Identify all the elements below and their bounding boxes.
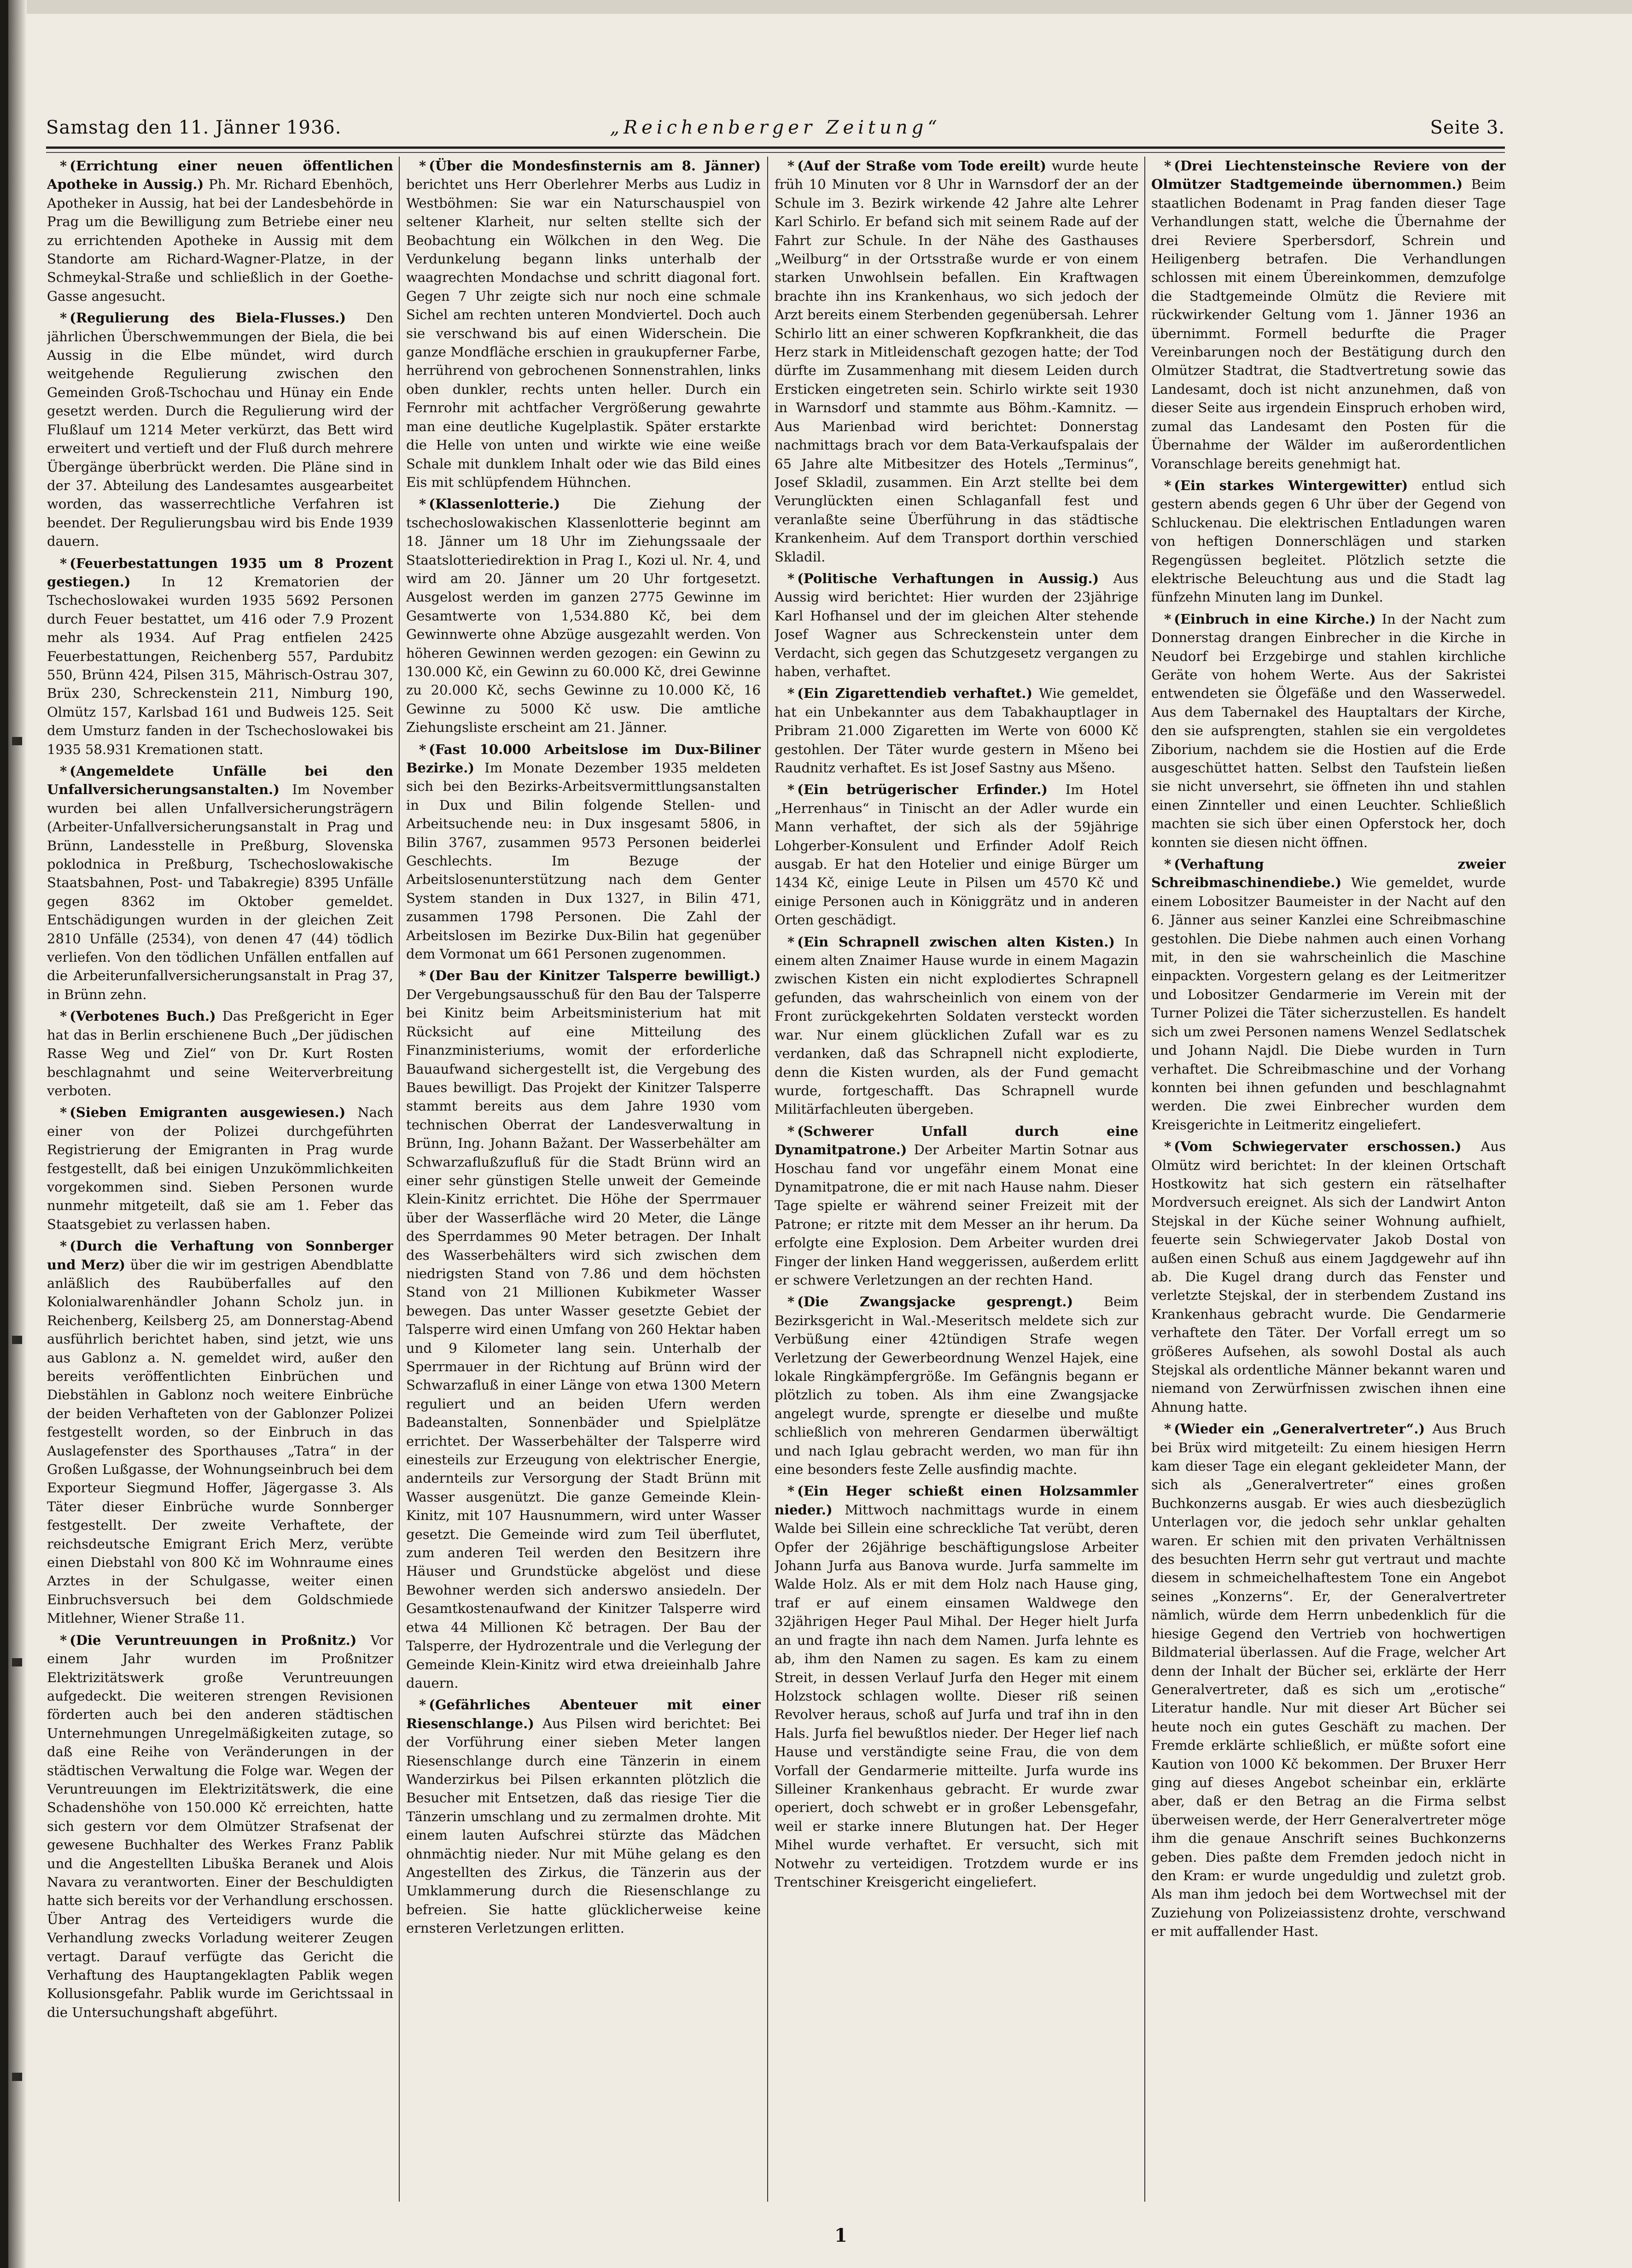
article (1151, 1420, 1506, 1941)
article (47, 157, 393, 305)
article-body: Nach einer von der Polizei durchgeführten Registrierung der Emigranten in Prag wurde festgestellt, daß bei einigen Unzukömmlichkeiten vorgekommen sind. Sieben Personen wurde nunmehr mitgeteilt, daß sie am 1. Feber das Staatsgebiet zu verlassen haben. (47, 1105, 393, 1232)
article (47, 1103, 393, 1233)
bullet-mark: * (787, 1483, 795, 1499)
bullet-mark: * (787, 158, 795, 174)
article (1151, 610, 1506, 852)
margin-mark (12, 1336, 22, 1344)
bullet-mark: * (60, 310, 67, 326)
bullet-mark: * (419, 158, 426, 174)
column-3 (775, 157, 1138, 2211)
article-body: Im Monate Dezember 1935 meldeten sich bei den Bezirks-Arbeitsvermittlungsanstalten in Dux und Bilin folgende Stellen- und Arbeitsuchende neu: in Dux insgesamt 5806, in Bilin 3767, zusammen 9573 Personen beiderlei Geschlechts. Im Bezuge der Arbeitslosenunterstützung nach dem Genter System standen in Dux 1327, in Bilin 471, zusammen 1798 Personen. Die Zahl der Arbeitslosen im Bezirke Dux-Bilin hat gegenüber dem Vormonat um 661 Personen zugenommen. (406, 760, 761, 962)
article (775, 569, 1138, 681)
article (406, 740, 761, 964)
running-header (46, 117, 1505, 149)
column-2 (406, 157, 761, 2211)
article (775, 1482, 1138, 1891)
article-body: wurde heute früh 10 Minuten vor 8 Uhr in Warnsdorf der an der Schule im 3. Bezirk wirkende 42 Jahre alte Lehrer Karl Schirlo. Er befand sich mit seinem Rade auf der Fahrt zur Schule. In der Nähe des Gasthauses „Weilburg“ in der Ortsstraße wurde er von einem starken Unwohlsein befallen. Ein Kraftwagen brachte ihn ins Krankenhaus, wo sich jedoch der Arzt bereits einem Sterbenden gegenübersah. Lehrer Schirlo litt an einer schweren Kopfkrankheit, die das Herz stark in Mitleidenschaft gezogen hatte; der Tod dürfte im Zusammenhang mit diesem Leiden durch Ersticken eingetreten sein. Schirlo wirkte seit 1930 in Warnsdorf und stammte aus Böhm.-Kamnitz. — Aus Marienbad wird berichtet: Donnerstag nachmittags brach vor dem Bata-Verkaufspalais der 65 Jahre alte Mitbesitzer des Hotels „Terminus“, Josef Skladil, zusammen. Ein Arzt stellte bei dem Verunglückten einen Schlaganfall fest und veranlaßte seine Überführung in das städtische Krankenheim. Auf dem Transport dorthin verschied Skladil. (775, 158, 1138, 565)
article-body: Ph. Mr. Richard Ebenhöch, Apotheker in Aussig, hat bei der Landesbehörde in Prag um die Bewilligung zum Betriebe einer neu zu errichtenden Apotheke in Aussig mit dem Standorte am Richard-Wagner-Platze, in der Schmeykal-Straße und schließlich in der Goethe-Gasse angesucht. (47, 176, 393, 304)
newspaper-title: „Reichenberger Zeitung“ (610, 117, 941, 138)
column-1 (47, 157, 393, 2211)
bullet-mark: * (419, 1697, 426, 1713)
article-body: Vor einem Jahr wurden im Proßnitzer Elektrizitätswerk große Veruntreuungen aufgedeckt. Die weiteren strengen Revisionen förderten auch bei den anderen städtischen Unternehmungen Unregelmäßigkeiten zutage, so daß eine Reihe von Veränderungen in der städtischen Verwaltung die Folge war. Wegen der Veruntreuungen im Elektrizitätswerk, die eine Schadenshöhe von 150.000 Kč erreichten, hatte sich gestern vor dem Olmützer Strafsenat der gewesene Buchhalter des Werkes Franz Pablik und die Angestellten Libuška Beranek und Alois Navara zu verantworten. Einer der Beschuldigten hatte sich bereits vor der Verhandlung erschossen. Über Antrag des Verteidigers wurde die Verhandlung zwecks Vorladung weiterer Zeugen vertagt. Darauf verfügte das Gericht die Verhaftung des Hauptangeklagten Pablik wegen Kollusionsgefahr. Pablik wurde im Gerichtssaal in die Untersuchungshaft abgeführt. (47, 1632, 393, 2020)
article (406, 966, 761, 1692)
bullet-mark: * (1164, 611, 1172, 627)
binding-edge (0, 0, 8, 2268)
bullet-mark: * (787, 1294, 795, 1310)
article-body: Aus Bruch bei Brüx wird mitgeteilt: Zu einem hiesigen Herrn kam dieser Tage ein elegant gekleideter Mann, der sich als „Generalvertreter“ eines großen Buchkonzerns ausgab. Er wies auch diesbezüglich Unterlagen vor, die jedoch sehr unklar gehalten waren. Er schien mit den privaten Verhältnissen des besuchten Herrn sehr gut vertraut und machte diesem in schmeichelhaftestem Tone ein Angebot seines „Konzerns“. Er, der Generalvertreter nämlich, würde dem Herrn unbedenklich für die hiesige Gegend den Vertrieb von hochwertigen Bildmaterial überlassen. Auf die Frage, welcher Art denn der Inhalt der Bücher sei, erklärte der Herr Generalvertreter, daß es sich um „erotische“ Literatur handle. Nur mit dieser Art Bücher sei heute noch ein gutes Geschäft zu machen. Der Fremde erklärte schließlich, er müßte sofort eine Kaution von 1000 Kč bekommen. Der Bruxer Herr ging auf dieses Angebot scheinbar ein, erklärte aber, daß er den Betrag an die Firma selbst überweisen werde, der Herr Generalvertreter möge ihm die genaue Anschrift seines Buchkonzerns geben. Dies paßte dem Fremden jedoch nicht in den Kram: er wurde ungeduldig und zuletzt grob. Als man ihm jedoch bei dem Wortwechsel mit der Zuziehung von Polizeiassistenz drohte, verschwand er mit auffallender Hast. (1151, 1421, 1506, 1940)
bullet-mark: * (60, 555, 67, 571)
article-headline: (Schwerer Unfall durch eine Dynamitpatrone.) (775, 1123, 1138, 1158)
article-headline: (Verhaftung zweier Schreibmaschinendiebe.) (1151, 856, 1506, 891)
bullet-mark: * (1164, 1139, 1172, 1155)
margin-mark (12, 737, 22, 745)
article-body: Der Arbeiter Martin Sotnar aus Hoschau fand vor ungefähr einem Monat eine Dynamitpatrone, die er mit nach Hause nahm. Dieser Tage spielte er während seiner Freizeit mit der Patrone; er ritzte mit dem Messer an ihr herum. Da erfolgte eine Explosion. Dem Arbeiter wurden drei Finger der linken Hand weggerissen, außerdem erlitt er schwere Verletzungen an der rechten Hand. (775, 1142, 1138, 1288)
margin-mark (12, 1658, 22, 1666)
binding-shadow (8, 0, 27, 2268)
article-headline: (Durch die Verhaftung von Sonnberger und Merz) (47, 1238, 393, 1273)
article-body: Aus Pilsen wird berichtet: Bei der Vorführung einer sieben Meter langen Riesenschlange durch eine Tänzerin in einem Wanderzirkus bei Pilsen erkannten plötzlich die Besucher mit Entsetzen, daß das riesige Tier die Tänzerin umschlang und zu zermalmen drohte. Mit einem lauten Aufschrei stürzte das Mädchen ohnmächtig nieder. Nur mit Mühe gelang es den Angestellten des Zirkus, die Tänzerin aus der Umklammerung durch die Riesenschlange zu befreien. Sie hatte glücklicherweise keine ernsteren Verletzungen erlitten. (406, 1715, 761, 1936)
article-headline: (Über die Mondesfinsternis am 8. Jänner) (429, 158, 761, 174)
bullet-mark: * (60, 1632, 67, 1648)
article-headline: (Gefährliches Abenteuer mit einer Riesenschlange.) (406, 1697, 761, 1731)
bullet-mark: * (419, 496, 426, 512)
bullet-mark: * (60, 1008, 67, 1024)
article-headline: (Ein Schrapnell zwischen alten Kisten.) (797, 934, 1115, 950)
bullet-mark: * (1164, 158, 1172, 174)
article-headline: (Ein Zigarettendieb verhaftet.) (797, 685, 1033, 701)
article-body: Beim Bezirksgericht in Wal.-Meseritsch meldete sich zur Verbüßung einer 42tündigen Strafe wegen Verletzung der Gewerbeordnung Wenzel Hajek, eine lokale Ringkämpfergröße. Im Gefängnis begann er plötzlich zu toben. Als ihm eine Zwangsjacke angelegt wurde, sprengte er dieselbe und mußte schließlich von mehreren Gendarmen überwältigt und nach Iglau gebracht werden, wo man für ihn eine besonders feste Zelle ausfindig machte. (775, 1294, 1138, 1478)
bullet-mark: * (787, 685, 795, 701)
article (1151, 1137, 1506, 1416)
bullet-mark: * (787, 1123, 795, 1139)
issue-date: Samstag den 11. Jänner 1936. (46, 117, 342, 138)
header-rule (46, 146, 1505, 149)
article (47, 554, 393, 759)
article (775, 780, 1138, 929)
article (47, 1007, 393, 1100)
column-divider (399, 157, 400, 2202)
article (775, 684, 1138, 777)
article-body: Aus Olmütz wird berichtet: In der kleinen Ortschaft Hostkowitz hat sich gestern ein rätselhafter Mordversuch ereignet. Als sich der Landwirt Anton Stejskal in der Küche seiner Wohnung aufhielt, feuerte sein Schwiegervater Jakob Dostal von außen einen Schuß aus einem Jagdgewehr auf ihn ab. Die Kugel drang durch das Fenster und verletzte Stejskal, der in sterbendem Zustand ins Krankenhaus gebracht wurde. Die Gendarmerie verhaftete den Täter. Der Vorfall erregt um so größeres Aufsehen, als sowohl Dostal als auch Stejskal als ordentliche Männer bekannt waren und niemand von Zerwürfnissen zwischen ihnen eine Ahnung hatte. (1151, 1139, 1506, 1415)
bullet-mark: * (60, 1238, 67, 1254)
article-body: Aus Aussig wird berichtet: Hier wurden der 23jährige Karl Hofhansel und der im gleichen Alter stehende Josef Wagner aus Schreckenstein unter dem Verdacht, sich gegen das Schutzgesetz vergangen zu haben, verhaftet. (775, 570, 1138, 679)
article-headline: (Ein Heger schießt einen Holzsammler nieder.) (775, 1483, 1138, 1518)
article-headline: (Klassenlotterie.) (429, 496, 560, 512)
article-body: entlud sich gestern abends gegen 6 Uhr über der Gegend von Schluckenau. Die elektrischen Entladungen waren von heftigen Donnerschlägen und starken Regengüssen begleitet. Plötzlich setzte die elektrische Beleuchtung aus und die Stadt lag fünfzehn Minuten lang im Dunkel. (1151, 477, 1506, 605)
article (775, 933, 1138, 1119)
bullet-mark: * (419, 968, 426, 984)
bullet-mark: * (60, 158, 67, 174)
article-body: In einem alten Znaimer Hause wurde in einem Magazin zwischen Kisten ein nicht explodiertes Schrapnell gefunden, das wahrscheinlich von einem von der Front zurückgekehrten Soldaten versteckt worden war. Nur einem glücklichen Zufall war es zu verdanken, daß das Schrapnell nicht explodierte, denn die Kisten wurden, als der Fund gemacht wurde, fortgeschafft. Das Schrapnell wurde Militärfachleuten übergeben. (775, 934, 1138, 1117)
article-headline: (Angemeldete Unfälle bei den Unfallversicherungsanstalten.) (47, 763, 393, 798)
article (47, 1631, 393, 2022)
bullet-mark: * (787, 782, 795, 798)
article-headline: (Ein starkes Wintergewitter) (1174, 477, 1408, 493)
article-headline: (Sieben Emigranten ausgewiesen.) (70, 1105, 346, 1121)
bullet-mark: * (1164, 1421, 1172, 1437)
bullet-mark: * (419, 741, 426, 757)
article-headline: (Die Veruntreuungen in Proßnitz.) (70, 1632, 357, 1648)
article (775, 1292, 1138, 1479)
article-headline: (Feuerbestattungen 1935 um 8 Prozent gestiegen.) (47, 555, 393, 590)
article-body: Der Vergebungsausschuß für den Bau der Talsperre bei Kinitz beim Arbeitsministerium hat mit Rücksicht auf eine Mitteilung des Finanzministeriums, womit der erforderliche Bauaufwand sichergestellt ist, die Vergebung des Baues bewilligt. Das Projekt der Kinitzer Talsperre stammt bereits aus dem Jahre 1930 vom technischen Oberrat der Landesverwaltung in Brünn, Ing. Johann Bažant. Der Wasserbehälter am Schwarzaflußzufluß für die Stadt Brünn wird an einer sehr günstigen Stelle unweit der Gemeinde Klein-Kinitz errichtet. Die Höhe der Sperrmauer über der Wasserfläche wird 20 Meter, die Länge des Sperrdammes 90 Meter betragen. Der Inhalt des Wasserbehälters wird sich zwischen dem niedrigsten Stand von 7.86 und dem höchsten Stand von 21 Millionen Kubikmeter Wasser bewegen. Das unter Wasser gesetzte Gebiet der Talsperre wird einen Umfang von 260 Hektar haben und 9 Kilometer lang sein. Unterhalb der Sperrmauer in der Richtung auf Brünn wird der Schwarzafluß in einer Länge von etwa 1300 Metern reguliert und an beiden Ufern werden Badeanstalten, Sonnenbäder und Spielplätze errichtet. Der Wasserbehälter der Talsperre wird einesteils zur Erzeugung von elektrischer Energie, andernteils zur Versorgung der Stadt Brünn mit Wasser ausgenützt. Die ganze Gemeinde Klein-Kinitz, mit 107 Hausnummern, wird unter Wasser gesetzt. Die Gemeinde wird zum Teil überflutet, zum anderen Teil werden den Besitzern ihre Häuser und Grundstücke abgelöst und diese Bewohner werden sich anderswo ansiedeln. Der Gesamtkostenaufwand der Kinitzer Talsperre wird etwa 44 Millionen Kč betragen. Der Bau der Talsperre, der Hydrozentrale und die Verlegung der Gemeinde Klein-Kinitz wird etwa dreieinhalb Jahre dauern. (406, 986, 761, 1691)
page-top-edge (0, 0, 1632, 14)
bullet-mark: * (787, 570, 795, 586)
article-headline: (Ein betrügerischer Erfinder.) (797, 782, 1048, 798)
article (1151, 476, 1506, 607)
article (406, 495, 761, 737)
article-body: In 12 Krematorien der Tschechoslowakei wurden 1935 5692 Personen durch Feuer bestattet, um 416 oder 7.9 Prozent mehr als 1934. Auf Prag entfielen 2425 Feuerbestattungen, Reichenberg 557, Pardubitz 550, Brünn 424, Pilsen 315, Mährisch-Ostrau 307, Brüx 230, Schreckenstein 211, Nimburg 190, Olmütz 157, Karlsbad 161 und Budweis 125. Seit dem Umsturz fanden in der Tschechoslowakei bis 1935 58.931 Kremationen statt. (47, 573, 393, 757)
article-body: Im Hotel „Herrenhaus“ in Tinischt an der Adler wurde ein Mann verhaftet, der sich als der 59jährige Lohgerber-Konsulent und Erfinder Adolf Reich ausgab. Er hat den Hotelier und einige Bürger um 1434 Kč, einige Leute in Pilsen um 4570 Kč und einige Personen auch in Königgrätz und in anderen Orten geschädigt. (775, 782, 1138, 928)
article-headline: (Einbruch in eine Kirche.) (1174, 611, 1376, 627)
article-headline: (Wieder ein „Generalvertreter“.) (1174, 1421, 1425, 1437)
article-headline: (Verbotenes Buch.) (70, 1008, 216, 1024)
column-divider (1144, 157, 1145, 2202)
article-body: Das Preßgericht in Eger hat das in Berlin erschienene Buch „Der jüdischen Rasse Weg und Ziel“ von Dr. Kurt Rosten beschlagnahmt und seine Weiterverbreitung verboten. (47, 1008, 393, 1099)
article (775, 157, 1138, 566)
column-divider (767, 157, 768, 2202)
article (47, 762, 393, 1004)
article-body: berichtet uns Herr Oberlehrer Merbs aus Ludiz in Westböhmen: Sie war ein Naturschauspiel von seltener Klarheit, nur selten stellte sich der Beobachtung ein Wölkchen in den Weg. Die Verdunkelung begann links unterhalb der waagrechten Mondachse und schritt diagonal fort. Gegen 7 Uhr zeigte sich nur noch eine schmale Sichel am rechten unteren Mondviertel. Doch auch sie verschwand bis auf einen Widerschein. Die ganze Mondfläche erschien in graukupferner Farbe, herrührend von gebrochenen Sonnenstrahlen, links oben dunkler, rechts unten heller. Durch ein Fernrohr mit achtfacher Vergrößerung gewahrte man eine deutliche Kugelplastik. Später erstarkte die Helle von unten und wirkte wie eine weiße Schale mit dunklem Inhalt oder wie das Bild eines Eis mit schlüpfendem Hühnchen. (406, 176, 761, 490)
page-label: Seite 3. (1430, 117, 1505, 138)
article-body: Im November wurden bei allen Unfallversicherungsträgern (Arbeiter-Unfallversicherungsanstalt in Prag und Brünn, Landesstelle in Preßburg, Slovenska poklodnica in Preßburg, Tschechoslowakische Staatsbahnen, Post- und Tabakregie) 8395 Unfälle gegen 8362 im Oktober gemeldet. Entschädigungen wurden in der gleichen Zeit 2810 Unfälle (2534), von denen 47 (44) tödlich verliefen. Von den tödlichen Unfällen entfallen auf die Arbeiterunfallversicherungsanstalt in Prag 37, in Brünn zehn. (47, 782, 393, 1002)
article-body: Die Ziehung der tschechoslowakischen Klassenlotterie beginnt am 18. Jänner um 18 Uhr im Ziehungssaale der Staatslotteriedirektion in Prag I., Kozi ul. Nr. 4, und wird am 20. Jänner um 20 Uhr fortgesetzt. Ausgelost werden im ganzen 2775 Gewinne im Gesamtwerte von 1,534.880 Kč, bei dem Gewinnwerte ohne Abzüge ausgezahlt werden. Von höheren Gewinnen werden gezogen: ein Gewinn zu 130.000 Kč, ein Gewinn zu 60.000 Kč, drei Gewinne zu 20.000 Kč, sechs Gewinne zu 10.000 Kč, 16 Gewinne zu 5000 Kč usw. Die amtliche Ziehungsliste erscheint am 21. Jänner. (406, 496, 761, 736)
bullet-mark: * (60, 1105, 67, 1121)
article (406, 157, 761, 491)
header-rule-thin (46, 152, 1505, 153)
bullet-mark: * (1164, 477, 1172, 493)
article-body: In der Nacht zum Donnerstag drangen Einbrecher in die Kirche in Neudorf bei Erzgebirge und stahlen kirchliche Geräte von hohem Werte. Aus der Sakristei entwendeten sie Ölgefäße und den Wasserwedel. Aus dem Tabernakel des Hauptaltars der Kirche, den sie aufsprengten, stahlen sie ein vergoldetes Ziborium, nachdem sie die Hostien auf die Erde ausgeschüttet hatten. Selbst den Taufstein ließen sie nicht unversehrt, sie öffneten ihn und stahlen einen Zinnteller und einen Leuchter. Schließlich machten sie sich über einen Opferstock her, doch konnten sie diesen nicht öffnen. (1151, 611, 1506, 850)
article-headline: (Die Zwangsjacke gesprengt.) (797, 1294, 1073, 1310)
article-body: Beim staatlichen Bodenamt in Prag fanden dieser Tage Verhandlungen statt, welche die Übernahme der drei Reviere Sperbersdorf, Schrein und Heiligenberg betrafen. Die Verhandlungen schlossen mit einem Übereinkommen, demzufolge die Stadtgemeinde Olmütz die Reviere mit rückwirkender Geltung vom 1. Jänner 1936 an übernimmt. Formell bedurfte die Prager Vereinbarungen noch der Bestätigung durch den Olmützer Stadtrat, die Stadtvertretung sowie das Landesamt, doch ist nicht anzunehmen, daß von dieser Seite aus irgendein Einspruch erhoben wird, zumal das Landesamt den Posten für die Übernahme der Wälder im außerordentlichen Voranschlage bereits genehmigt hat. (1151, 176, 1506, 472)
article-headline: (Regulierung des Biela-Flusses.) (70, 310, 346, 326)
article-body: über die wir im gestrigen Abendblatte anläßlich des Raubüberfalles auf den Kolonialwarenhändler Johann Scholz jun. in Reichenberg, Keilsberg 25, am Donnerstag-Abend ausführlich berichtet haben, sind jetzt, wie uns aus Gablonz a. N. gemeldet wird, außer den bereits veröffentlichten Einbrüchen und Diebstählen in Gablonz noch weitere Einbrüche der beiden Verhafteten von der Gablonzer Polizei festgestellt worden, so der Einbruch in das Auslagefenster des Sporthauses „Tatra“ in der Großen Lußgasse, der Wohnungseinbruch bei dem Exporteur Siegmund Hoffer, Jägergasse 3. Als Täter dieser Einbrüche wurde Sonnberger festgestellt. Der zweite Verhaftete, der reichsdeutsche Emigrant Erich Merz, verübte einen Diebstahl von 800 Kč im Wohnraume eines Arztes in der Schulgasse, weiter einen Einbruchsversuch bei dem Goldschmiede Mitlehner, Wiener Straße 11. (47, 1257, 393, 1626)
article (406, 1695, 761, 1937)
article-headline: (Politische Verhaftungen in Aussig.) (797, 570, 1099, 586)
article (775, 1122, 1138, 1290)
article-headline: (Fast 10.000 Arbeitslose im Dux-Biliner Bezirke.) (406, 741, 761, 776)
article-headline: (Errichtung einer neuen öffentlichen Apotheke in Aussig.) (47, 158, 393, 193)
article (1151, 157, 1506, 473)
article-body: Wie gemeldet, hat ein Unbekannter aus dem Tabakhauptlager in Pribram 21.000 Zigaretten im Werte von 6000 Kč gestohlen. Der Täter wurde gestern in Mšeno bei Raudnitz verhaftet. Es ist Josef Sastny aus Mšeno. (775, 685, 1138, 776)
bullet-mark: * (787, 934, 795, 950)
article (47, 1237, 393, 1628)
article-headline: (Auf der Straße vom Tode ereilt) (797, 158, 1046, 174)
bullet-mark: * (1164, 856, 1172, 872)
page-number: 1 (834, 2225, 847, 2246)
article (1151, 855, 1506, 1134)
article (47, 309, 393, 550)
article-body: Mittwoch nachmittags wurde in einem Walde bei Sillein eine schreckliche Tat verübt, deren Opfer der 26jährige beschäftigungslose Arbeiter Johann Jurfa aus Banova wurde. Jurfa sammelte im Walde Holz. Als er mit dem Holz nach Hause ging, traf er auf einem einsamen Waldwege den 32jährigen Heger Paul Mihal. Der Heger hielt Jurfa an und fragte ihn nach dem Namen. Jurfa lehnte es ab, ihm den Namen zu sagen. Es kam zu einem Streit, in dessen Verlauf Jurfa den Heger mit einem Holzstock schlagen wollte. Dieser riß seinen Revolver heraus, schoß auf Jurfa und traf ihn in den Hals. Jurfa fiel bewußtlos nieder. Der Heger lief nach Hause und verständigte seine Frau, die von dem Vorfall der Gendarmerie mitteilte. Jurfa wurde ins Silleiner Krankenhaus gebracht. Er wurde zwar operiert, doch schwebt er in großer Lebensgefahr, weil er starke innere Blutungen hat. Der Heger Mihel wurde verhaftet. Er versucht, sich mit Notwehr zu verteidigen. Trotzdem wurde er ins Trentschiner Kreisgericht eingeliefert. (775, 1502, 1138, 1890)
column-4 (1151, 157, 1506, 2211)
margin-mark (12, 2073, 22, 2081)
article-body: Wie gemeldet, wurde einem Lobositzer Baumeister in der Nacht auf den 6. Jänner aus seiner Kanzlei eine Schreibmaschine gestohlen. Die Diebe nahmen auch einen Vorhang mit, in den sie wahrscheinlich die Maschine einpackten. Vorgestern gelang es der Leitmeritzer und Lobositzer Gendarmerie im Verein mit der Turner Polizei die Täter sicherzustellen. Es handelt sich um zwei Personen namens Wenzel Sedlatschek und Johann Najdl. Die Diebe wurden in Turn verhaftet. Die Schreibmaschine und der Vorhang konnten bei ihnen gefunden und beschlagnahmt werden. Die zwei Einbrecher wurden dem Kreisgerichte in Leitmeritz eingeliefert. (1151, 875, 1506, 1133)
article-headline: (Der Bau der Kinitzer Talsperre bewilligt.) (429, 968, 761, 984)
article-headline: (Vom Schwiegervater erschossen.) (1174, 1139, 1462, 1155)
article-headline: (Drei Liechtensteinsche Reviere von der Olmützer Stadtgemeinde übernommen.) (1151, 158, 1506, 193)
bullet-mark: * (60, 763, 67, 779)
article-body: Den jährlichen Überschwemmungen der Biela, die bei Aussig in die Elbe mündet, wird durch weitgehende Regulierung zwischen den Gemeinden Groß-Tschochau und Hünay ein Ende gesetzt werden. Durch die Regulierung wird der Flußlauf um 1214 Meter verkürzt, das Bett wird erweitert und vertieft und der Fluß durch mehrere Übergänge überbrückt werden. Die Pläne sind in der 37. Abteilung des Landesamtes ausgearbeitet worden, das wasserrechtliche Verfahren ist beendet. Der Regulierungsbau wird bis Ende 1939 dauern. (47, 310, 393, 549)
